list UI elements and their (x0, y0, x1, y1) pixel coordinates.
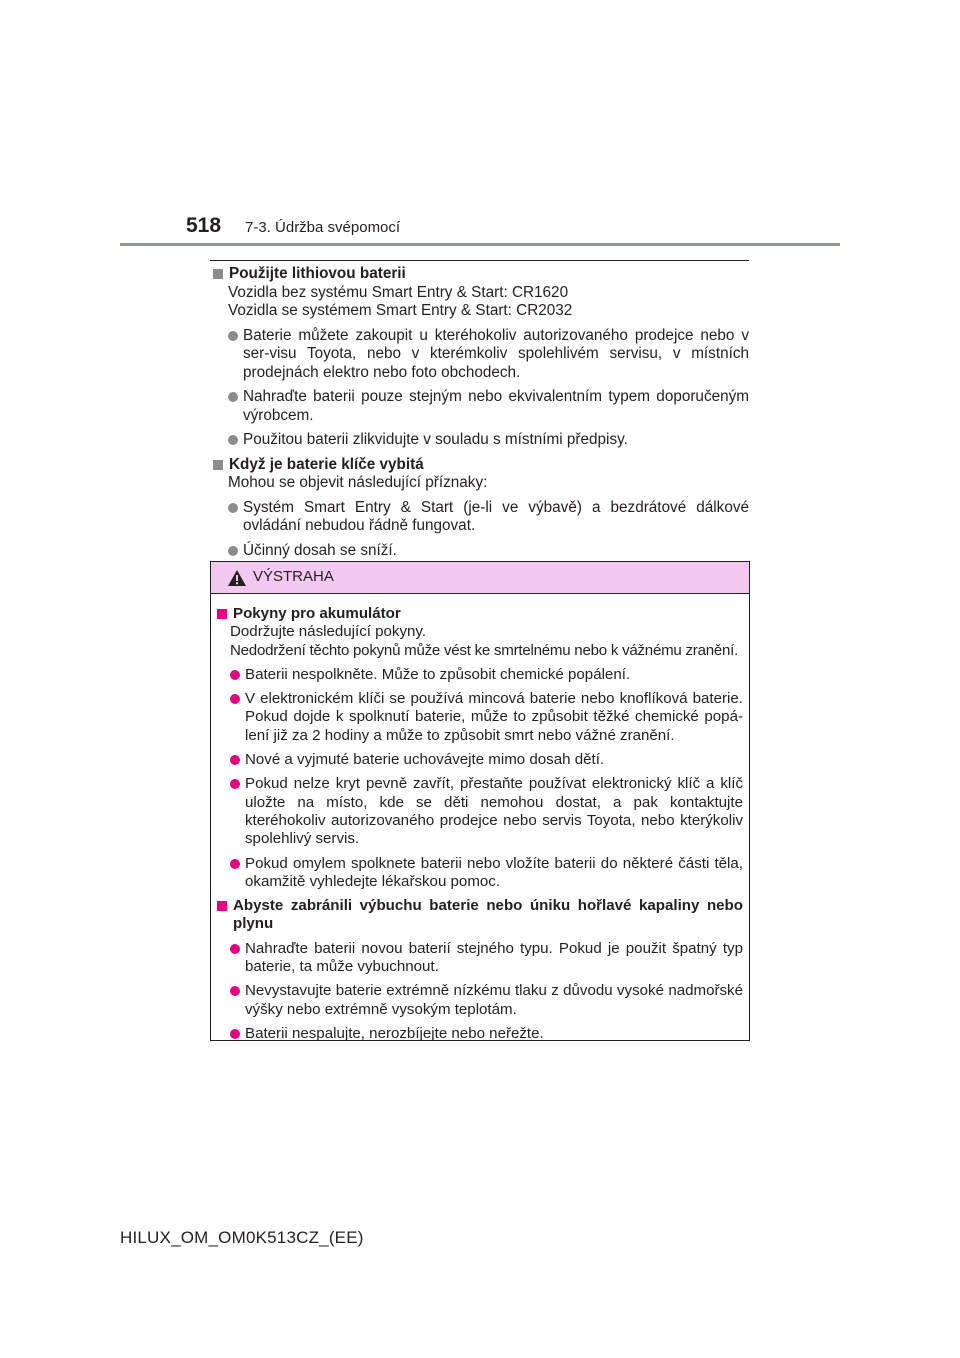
bullet-item (214, 940, 743, 977)
round-bullet-icon (228, 392, 238, 402)
bullet-item (214, 690, 743, 745)
round-bullet-icon (230, 694, 240, 704)
text-line: Dodržujte následující pokyny. (230, 623, 427, 641)
round-bullet-icon (230, 755, 240, 765)
bullet-item (210, 327, 749, 383)
heading-lithium-battery (210, 265, 749, 284)
text-line: Vozidla bez systému Smart Entry & Start: CR1620 (228, 283, 569, 301)
round-bullet-icon (230, 859, 240, 869)
section-title: 7-3. Údržba svépomocí (245, 219, 401, 236)
heading-battery-low (210, 456, 749, 475)
square-bullet-icon (217, 901, 227, 911)
header-rule (120, 243, 840, 246)
document-code: HILUX_OM_OM0K513CZ_(EE) (120, 1228, 364, 1247)
bullet-text: Nahraďte baterii novou baterií stejného typu. Pokud je použit špatný typ baterie, ta může vybuchnout. (245, 939, 743, 976)
bullet-text: Baterie můžete zakoupit u kteréhokoliv autorizovaného prodejce nebo v ser-visu Toyota, nebo v kterémkoliv spolehlivém servisu, v místních prodejnách elektro nebo foto obchodech. (243, 326, 749, 381)
bullet-item (210, 499, 749, 536)
square-bullet-icon (213, 460, 223, 470)
bullet-text: Pokud omylem spolknete baterii nebo vložíte baterii do některé části těla, okamžitě vyhledejte lékařskou pomoc. (245, 854, 743, 890)
round-bullet-icon (230, 986, 240, 996)
bullet-item (210, 431, 749, 450)
bullet-item (214, 666, 743, 684)
text-line: Mohou se objevit následující příznaky: (228, 474, 488, 491)
warning-title: VÝSTRAHA (253, 568, 334, 585)
bullet-text: Použitou baterii zlikvidujte v souladu s místními předpisy. (243, 431, 628, 448)
heading-text: Když je baterie klíče vybitá (229, 455, 424, 473)
round-bullet-icon (230, 670, 240, 680)
heading-text: Použijte lithiovou baterii (229, 265, 406, 282)
bullet-item (210, 388, 749, 425)
page-number: 518 (186, 214, 222, 237)
round-bullet-icon (228, 546, 238, 556)
bullet-text: Nevystavujte baterie extrémně nízkému tlaku z důvodu vysoké nadmořské výšky nebo extrémně vysokým teplotám. (245, 982, 743, 1018)
warning-triangle-icon (227, 569, 247, 587)
content-top-rule (210, 260, 749, 261)
warning-body (211, 594, 749, 1043)
square-bullet-icon (213, 269, 223, 279)
main-content (210, 265, 749, 560)
bullet-item (214, 1025, 743, 1043)
bullet-text: Pokud nelze kryt pevně zavřít, přestaňte používat elektronický klíč a klíč uložte na místo, kde se děti nemohou dostat, a pak kontaktujte kteréhokoliv autorizovaného prodejce nebo servis Toyota, nebo kterýkoliv spolehlivý servis. (245, 775, 743, 848)
bullet-item (214, 982, 743, 1019)
warning-box (210, 561, 750, 1041)
bullet-text: Systém Smart Entry & Start (je-li ve výbavě) a bezdrátové dálkové ovládání nebudou řádně fungovat. (243, 498, 749, 534)
round-bullet-icon (228, 435, 238, 445)
bullet-text: Baterii nespalujte, nerozbíjejte nebo neřežte. (245, 1024, 544, 1042)
bullet-text: Účinný dosah se sníží. (243, 541, 397, 559)
heading-explosion-prevention (214, 897, 743, 934)
bullet-text: Nové a vyjmuté baterie uchovávejte mimo dosah dětí. (245, 751, 605, 769)
bullet-item (214, 775, 743, 848)
round-bullet-icon (230, 944, 240, 954)
bullet-item (210, 542, 749, 561)
round-bullet-icon (230, 779, 240, 789)
heading-text: Abyste zabránili výbuchu baterie nebo úniku hořlavé kapaliny nebo plynu (233, 897, 743, 933)
square-bullet-icon (217, 609, 227, 619)
bullet-item (214, 855, 743, 892)
round-bullet-icon (228, 503, 238, 513)
bullet-text: V elektronickém klíči se používá mincová baterie nebo knoflíková baterie. Pokud dojde k spolknutí baterie, může to způsobit těžké chemické popá-lení již za 2 hodiny a může to způsobit smrt nebo vážné zranění. (245, 690, 743, 744)
bullet-item (214, 751, 743, 769)
text-line: Nedodržení těchto pokynů může vést ke smrtelnému nebo k vážnému zranění. (230, 641, 739, 659)
text-line: Vozidla se systémem Smart Entry & Start: CR2032 (228, 302, 573, 319)
heading-text: Pokyny pro akumulátor (233, 605, 401, 622)
heading-battery-instructions (214, 605, 743, 623)
round-bullet-icon (230, 1029, 240, 1039)
bullet-text: Nahraďte baterii pouze stejným nebo ekvivalentním typem doporučeným výrobcem. (243, 388, 749, 424)
bullet-text: Baterii nespolkněte. Může to způsobit chemické popálení. (245, 665, 631, 683)
warning-header (211, 562, 749, 594)
round-bullet-icon (228, 331, 238, 341)
